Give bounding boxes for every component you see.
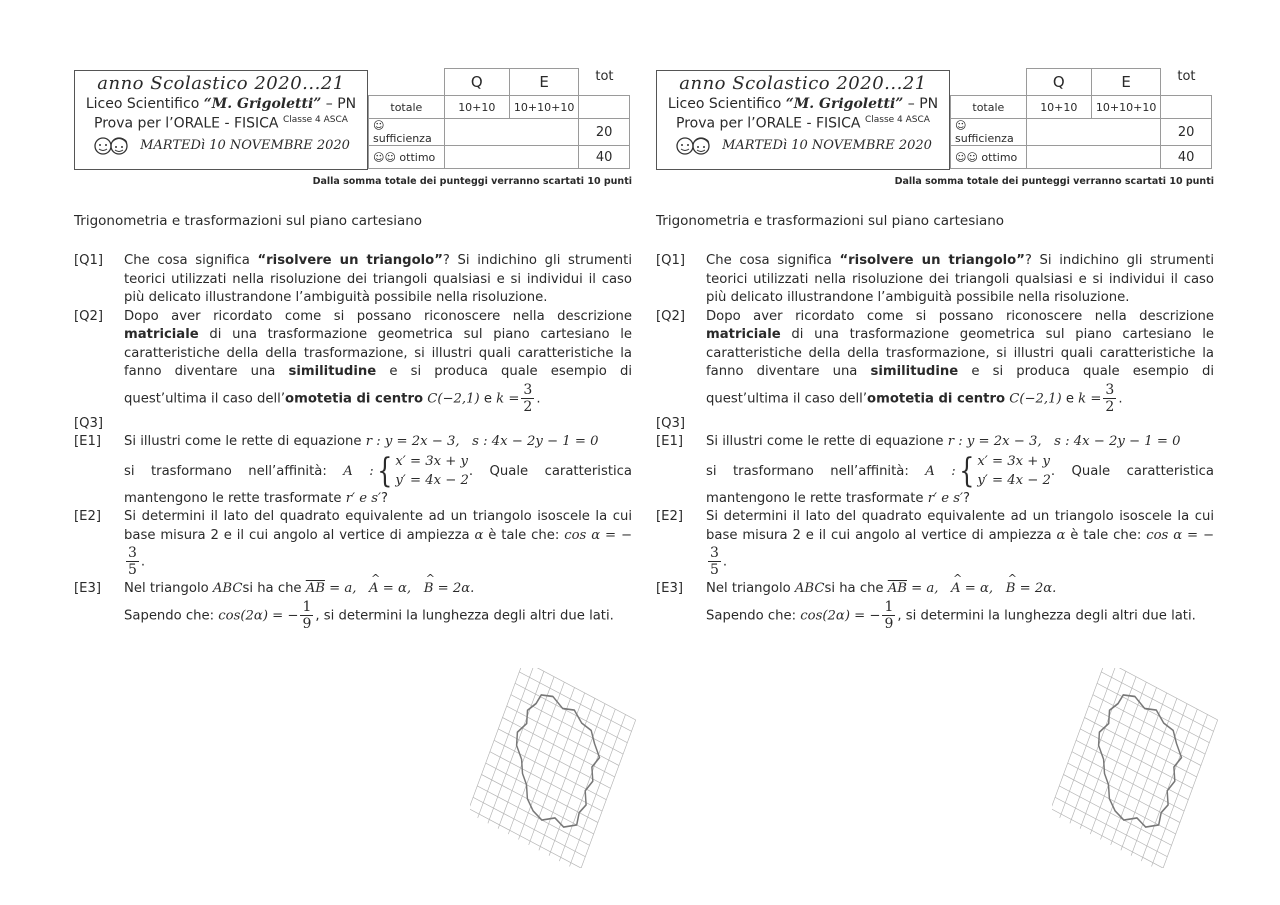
question-label: [E2]: [74, 509, 102, 524]
cell-e: 10+10+10: [509, 96, 578, 119]
faces-icon: [92, 134, 130, 158]
fraction: $\frac{3}{2}$: [523, 381, 533, 415]
school-prefix: Liceo Scientifico: [85, 96, 200, 112]
cell-q: 10+10: [1026, 96, 1091, 119]
col-header-tot: tot: [1177, 68, 1196, 84]
cell-qe: [1026, 146, 1161, 169]
exercise-e3: [E3] Nel triangolo ABCsi ha che $\overline{AB} = a$, ^ A = α, ^ B = 2α. Sapendo che: cos(2α) = − $\frac{1}{9}$ , si determini la lunghezza degli altri due lati.: [656, 580, 1214, 632]
test-name: Prova per l’ORALE - FISICA: [676, 115, 861, 132]
school-prefix: Liceo Scientifico: [667, 96, 782, 112]
question-q3: [656, 415, 1214, 434]
affinity-system: x′ = 3x + y y′ = 4x − 2: [977, 453, 1051, 488]
row-label: totale: [369, 96, 445, 119]
question-q2: [Q2] Dopo aver ricordato come si possano riconoscere nella descrizione matriciale di una trasformazione geometrica sul piano cartesiano le caratteristiche della della trasformazione, si illustri quali caratteristiche la fanno diventare una similitudine e si produca quale esempio di quest’ultima il caso dell’omotetia di centro C(−2,1) e k = $\frac{3}{2}$ .: [74, 308, 632, 415]
cell-e: 10+10+10: [1091, 96, 1160, 119]
score-row: [369, 146, 630, 169]
question-list: [74, 252, 632, 632]
date-row: [657, 134, 949, 158]
row-label: ☺☺ ottimo: [369, 146, 445, 169]
exercise-e2: [E2] Si determini il lato del quadrato equivalente ad un triangolo isoscele la cui base misura 2 e il cui angolo al vertice di ampiezza α è tale che: cos α = − $\frac{3}{5}$ .: [656, 509, 1214, 578]
cell-qe: [444, 146, 579, 169]
school-year: anno Scolastico 2020...21: [679, 73, 927, 94]
question-label: [E2]: [656, 509, 684, 524]
row-label: ☺☺ ottimo: [951, 146, 1027, 169]
school-year: anno Scolastico 2020...21: [97, 73, 345, 94]
cell-tot: [1161, 96, 1212, 119]
test-line: [75, 115, 367, 132]
col-header-tot: tot: [595, 68, 614, 84]
title-box: [74, 70, 368, 170]
score-row: [369, 96, 630, 119]
question-q1: [Q1] Che cosa significa “risolvere un triangolo”? Si indichino gli strumenti teorici utilizzati nella risoluzione dei triangoli qualsiasi e si individui il caso più delicato illustrandone l’ambiguità possibile nella risoluzione.: [74, 252, 632, 308]
fraction: $\frac{1}{9}$: [302, 598, 312, 632]
fraction: $\frac{3}{5}$: [710, 545, 719, 578]
school-line: [657, 96, 949, 112]
exam-sheet-left: [58, 0, 638, 905]
score-table: [368, 68, 630, 169]
header: [656, 68, 1212, 172]
row-label: ☺ sufficienza: [951, 119, 1027, 146]
question-list: [656, 252, 1214, 632]
score-row: [951, 146, 1212, 169]
cell-qe: [444, 119, 579, 146]
faces-icon: [674, 134, 712, 158]
exam-sheet-right: [640, 0, 1220, 905]
question-label: [Q2]: [656, 308, 686, 324]
score-row: [369, 119, 630, 146]
cell-tot: 40: [579, 146, 630, 169]
transformed-map-illustration: [470, 668, 640, 868]
school-suffix: – PN: [907, 96, 939, 112]
question-label: [Q3]: [74, 415, 104, 431]
class-name: Classe 4 ASCA: [282, 115, 348, 125]
school-name: “M. Grigoletti”: [785, 96, 904, 112]
col-header-q: Q: [1026, 69, 1091, 96]
date-row: [75, 134, 367, 158]
score-row: [951, 119, 1212, 146]
question-label: [E3]: [656, 581, 684, 596]
section-title: Trigonometria e trasformazioni sul piano cartesiano: [656, 213, 1005, 229]
col-header-q: Q: [444, 69, 509, 96]
header: [74, 68, 630, 172]
question-label: [Q1]: [74, 253, 104, 268]
fraction: $\frac{1}{9}$: [884, 598, 894, 632]
test-line: [657, 115, 949, 132]
exercise-e2: [E2] Si determini il lato del quadrato equivalente ad un triangolo isoscele la cui base misura 2 e il cui angolo al vertice di ampiezza α è tale che: cos α = − $\frac{3}{5}$ .: [74, 509, 632, 578]
exam-date: MARTEDì 10 NOVEMBRE 2020: [140, 138, 350, 154]
question-q1: [Q1] Che cosa significa “risolvere un triangolo”? Si indichino gli strumenti teorici utilizzati nella risoluzione dei triangoli qualsiasi e si individui il caso più delicato illustrandone l’ambiguità possibile nella risoluzione.: [656, 252, 1214, 308]
question-label: [E1]: [74, 434, 102, 449]
fraction: $\frac{3}{5}$: [128, 545, 137, 578]
exam-date: MARTEDì 10 NOVEMBRE 2020: [722, 138, 932, 154]
exercise-e1: [E1] Si illustri come le rette di equazione r : y = 2x − 3, s : 4x − 2y − 1 = 0 si trasformano nell’affinità: A :{ x′ = 3x + y y′ = 4x − 2. Quale caratteristica mantengono le rette trasformate r′ e s′?: [74, 433, 632, 508]
cell-qe: [1026, 119, 1161, 146]
question-q2: [Q2] Dopo aver ricordato come si possano riconoscere nella descrizione matriciale di una trasformazione geometrica sul piano cartesiano le caratteristiche della della trasformazione, si illustri quali caratteristiche la fanno diventare una similitudine e si produca quale esempio di quest’ultima il caso dell’omotetia di centro C(−2,1) e k = $\frac{3}{2}$ .: [656, 308, 1214, 415]
class-name: Classe 4 ASCA: [864, 115, 930, 125]
section-title: Trigonometria e trasformazioni sul piano cartesiano: [74, 213, 423, 229]
cell-q: 10+10: [444, 96, 509, 119]
question-label: [E1]: [656, 434, 684, 449]
fraction: $\frac{3}{2}$: [1105, 381, 1115, 415]
score-table: [950, 68, 1212, 169]
question-label: [Q3]: [656, 415, 686, 431]
cell-tot: 40: [1161, 146, 1212, 169]
col-header-e: E: [509, 69, 578, 96]
question-label: [Q1]: [656, 253, 686, 268]
school-line: [75, 96, 367, 112]
question-q3: [74, 415, 632, 434]
affinity-system: x′ = 3x + y y′ = 4x − 2: [395, 453, 469, 488]
school-name: “M. Grigoletti”: [203, 96, 322, 112]
row-label: totale: [951, 96, 1027, 119]
exercise-e1: [E1] Si illustri come le rette di equazione r : y = 2x − 3, s : 4x − 2y − 1 = 0 si trasformano nell’affinità: A :{ x′ = 3x + y y′ = 4x − 2. Quale caratteristica mantengono le rette trasformate r′ e s′?: [656, 433, 1214, 508]
score-row: [951, 96, 1212, 119]
cell-tot: 20: [579, 119, 630, 146]
transformed-map-illustration: [1052, 668, 1222, 868]
question-label: [E3]: [74, 581, 102, 596]
exercise-e3: [E3] Nel triangolo ABCsi ha che $\overline{AB} = a$, ^ A = α, ^ B = 2α. Sapendo che: cos(2α) = − $\frac{1}{9}$ , si determini la lunghezza degli altri due lati.: [74, 580, 632, 632]
school-suffix: – PN: [325, 96, 357, 112]
col-header-e: E: [1091, 69, 1160, 96]
scoring-note: Dalla somma totale dei punteggi verranno scartati 10 punti: [894, 176, 1214, 187]
title-box: [656, 70, 950, 170]
scoring-note: Dalla somma totale dei punteggi verranno scartati 10 punti: [312, 176, 632, 187]
cell-tot: 20: [1161, 119, 1212, 146]
row-label: ☺ sufficienza: [369, 119, 445, 146]
question-label: [Q2]: [74, 308, 104, 324]
cell-tot: [579, 96, 630, 119]
test-name: Prova per l’ORALE - FISICA: [94, 115, 279, 132]
